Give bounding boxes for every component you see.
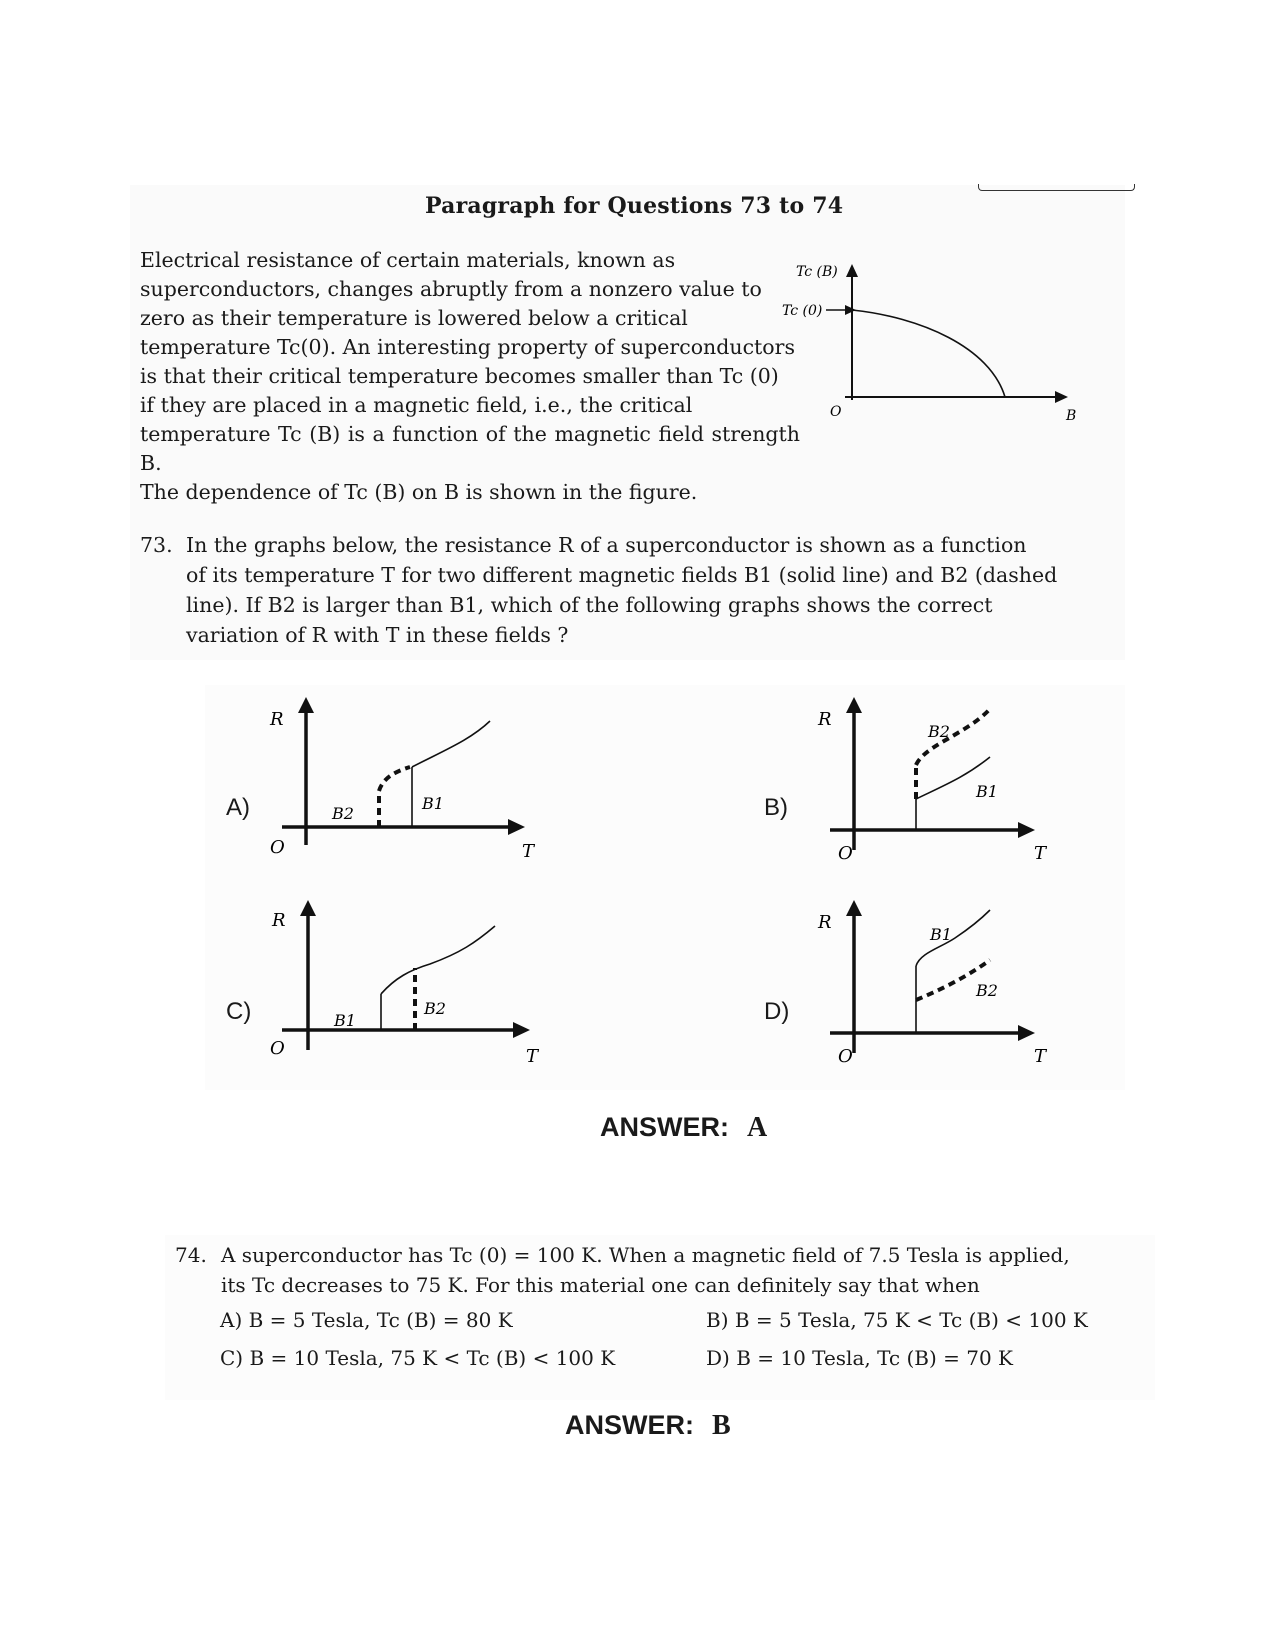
x-axis-label: B [1066, 408, 1077, 424]
paragraph-line: temperature Tc(0). An interesting property of superconductors [140, 335, 795, 359]
graph-c [270, 898, 560, 1073]
r-axis-arrow [298, 697, 314, 713]
b1-label: B1 [930, 925, 952, 944]
b1-curve [412, 721, 490, 767]
answer-value: A [747, 1112, 768, 1143]
tc0-label: Tc (0) [782, 303, 823, 319]
origin-label: O [270, 837, 285, 858]
question-line: A superconductor has Tc (0) = 100 K. When a magnetic field of 7.5 Tesla is applied, [221, 1243, 1070, 1267]
b2-label: B2 [928, 722, 950, 741]
b1-label: B1 [334, 1011, 356, 1030]
y-axis-arrow [846, 264, 858, 277]
t-label: T [526, 1046, 539, 1067]
graph-d-option: D) [764, 998, 790, 1025]
question-line: variation of R with T in these fields ? [186, 623, 569, 647]
b1-curve [916, 910, 990, 966]
r-axis-arrow [846, 697, 862, 713]
origin-label: O [838, 1046, 853, 1067]
option-a: A) B = 5 Tesla, Tc (B) = 80 K [220, 1308, 513, 1332]
question-line: In the graphs below, the resistance R of a superconductor is shown as a function [186, 533, 1027, 557]
paragraph-line: Electrical resistance of certain materials, known as [140, 248, 676, 272]
tc-curve [852, 310, 1005, 397]
paragraph-text [140, 246, 800, 507]
question-text [186, 530, 1116, 650]
answer-label: ANSWER: [600, 1112, 729, 1142]
option-c: C) B = 10 Tesla, 75 K < Tc (B) < 100 K [220, 1346, 616, 1370]
question-text [221, 1240, 1151, 1300]
b2-curve [379, 767, 410, 791]
b2-label: B2 [976, 981, 998, 1000]
origin-label: O [830, 404, 842, 420]
question-line: line). If B2 is larger than B1, which of the following graphs shows the correct [186, 593, 993, 617]
paragraph-line: if they are placed in a magnetic field, i.e., the critical [140, 393, 693, 417]
question-line: of its temperature T for two different magnetic fields B1 (solid line) and B2 (dashed [186, 563, 1058, 587]
graph-a [270, 695, 560, 870]
paragraph-line: The dependence of Tc (B) on B is shown in the figure. [140, 480, 698, 504]
origin-label: O [270, 1038, 285, 1059]
r-label: R [818, 912, 832, 933]
tc-vs-b-figure [782, 262, 1120, 442]
r-axis-arrow [300, 900, 316, 916]
question-line: its Tc decreases to 75 K. For this material one can definitely say that when [221, 1273, 980, 1297]
option-b: B) B = 5 Tesla, 75 K < Tc (B) < 100 K [706, 1308, 1088, 1332]
graph-b [810, 695, 1070, 870]
paragraph-line: zero as their temperature is lowered below a critical [140, 306, 688, 330]
t-axis-arrow [1018, 822, 1035, 838]
paragraph-line: is that their critical temperature becomes smaller than Tc (0) [140, 364, 779, 388]
answer-73 [600, 1112, 767, 1144]
question-number: 73. [140, 533, 173, 557]
graph-d [810, 898, 1070, 1073]
question-number: 74. [175, 1243, 207, 1267]
origin-label: O [838, 843, 853, 864]
t-axis-arrow [508, 819, 525, 835]
answer-value: B [712, 1410, 731, 1441]
paragraph-title: Paragraph for Questions 73 to 74 [425, 193, 844, 219]
t-label: T [1034, 843, 1047, 864]
r-axis-arrow [846, 900, 862, 916]
graph-b-option: B) [764, 794, 788, 821]
b1-label: B1 [422, 794, 444, 813]
graph-a-option: A) [226, 794, 250, 821]
b2-label: B2 [332, 804, 354, 823]
r-label: R [272, 910, 286, 931]
x-axis-arrow [1055, 391, 1068, 403]
t-axis-arrow [513, 1022, 530, 1038]
answer-label: ANSWER: [565, 1410, 694, 1440]
t-label: T [1034, 1046, 1047, 1067]
graph-c-option: C) [226, 998, 252, 1025]
bracket-line [978, 184, 1135, 191]
t-axis-arrow [1018, 1025, 1035, 1041]
r-label: R [818, 709, 832, 730]
b2-label: B2 [424, 999, 446, 1018]
paragraph-line: superconductors, changes abruptly from a nonzero value to [140, 277, 762, 301]
b1-curve [381, 926, 495, 994]
option-d: D) B = 10 Tesla, Tc (B) = 70 K [706, 1346, 1013, 1370]
t-label: T [522, 841, 535, 862]
paragraph-line: temperature Tc (B) is a function of the magnetic field strength B. [140, 422, 800, 475]
b1-label: B1 [976, 782, 998, 801]
r-label: R [270, 709, 284, 730]
y-axis-label: Tc (B) [796, 264, 838, 280]
answer-74 [565, 1410, 731, 1442]
